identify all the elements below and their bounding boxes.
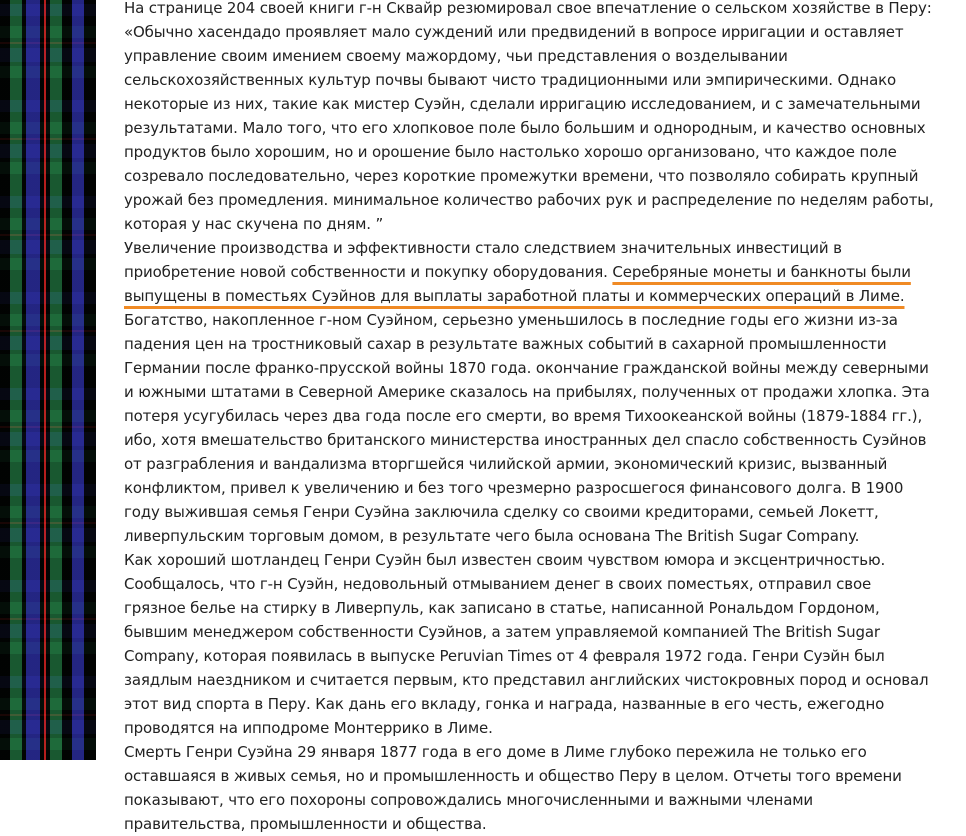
paragraph-production-rest: Богатство, накопленное г-ном Суэйном, серьезно уменьшилось в последние годы его жизни из-за падения цен на тростниковый сахар в результате важных событий в сахарной промышленности Германии после франко-прусской войны 1870 года. окончание гражданской войны между северными и южными штатами в Северной Америке сказалось на прибылях, полученных от продажи хлопка. Эта потеря усугубилась через два года после его смерти, во время Тихоокеанской войны (1879-1884 гг.), ибо, хотя вмешательство британского министерства иностранных дел спасло собственность Суэйнов от разграбления и вандализма вторгшейся чилийской армии, экономический кризис, вызванный конфликтом, привел к увеличению и без того чрезмерно разросшегося финансового долга. В 1900 году выжившая семья Генри Суэйна заключила сделку со своими кредиторами, семьей Локетт, ливерпульским торговым домом, в результате чего была основана The British Sugar Company. [124, 311, 930, 545]
tartan-border-decoration [0, 0, 96, 760]
paragraph-production-intro: Увеличение производства и эффективности стало следствием значительных инвестиций в приобретение новой собственности и покупку оборудования. [124, 239, 842, 281]
paragraph-squier-quote: На странице 204 своей книги г-н Сквайр резюмировал свое впечатление о сельском хозяйстве в Перу: «Обычно хасендадо проявляет мало суждений или предвидений в вопросе ирригации и оставляет управление своим имением своему мажордому, чьи представления о возделывании сельскохозяйственных культур почвы бывают чисто традиционными или эмпирическими. Однако некоторые из них, такие как мистер Суэйн, сделали ирригацию исследованием, и с замечательными результатами. Мало того, что его хлопковое поле было большим и однородным, и качество основных продуктов было хорошим, но и орошение было настолько хорошо организовано, что каждое поле созревало последовательно, через короткие промежутки времени, что позволяло собирать крупный урожай без промедления. минимальное количество рабочих рук и распределение по неделям работы, которая у нас скучена по дням. ” [124, 0, 934, 233]
paragraph-production [124, 236, 936, 548]
paragraph-scotsman: Как хороший шотландец Генри Суэйн был известен своим чувством юмора и эксцентричностью. Сообщалось, что г-н Суэйн, недовольный отмыванием денег в своих поместьях, отправил свое грязное белье на стирку в Ливерпуль, как записано в статье, написанной Рональдом Гордоном, бывшим менеджером собственности Суэйнов, а затем управляемой компанией The British Sugar Company, которая появилась в выпуске Peruvian Times от 4 февраля 1972 года. Генри Суэйн был заядлым наездником и считается первым, кто представил английских чистокровных пород и основал этот вид спорта в Перу. Как дань его вкладу, гонка и награда, названные в его честь, ежегодно проводятся на ипподроме Монтеррико в Лиме. [124, 551, 929, 737]
paragraph-death: Смерть Генри Суэйна 29 января 1877 года в его доме в Лиме глубоко пережила не только его оставшаяся в живых семья, но и промышленность и общество Перу в целом. Отчеты того времени показывают, что его похороны сопровождались многочисленными и важными членами правительства, промышленности и общества. [124, 743, 902, 833]
highlighted-sentence-coins: Серебряные монеты и банкноты были выпущены в поместьях Суэйнов для выплаты заработной платы и коммерческих операций в Лиме. [124, 263, 911, 305]
article-body [124, 0, 936, 836]
